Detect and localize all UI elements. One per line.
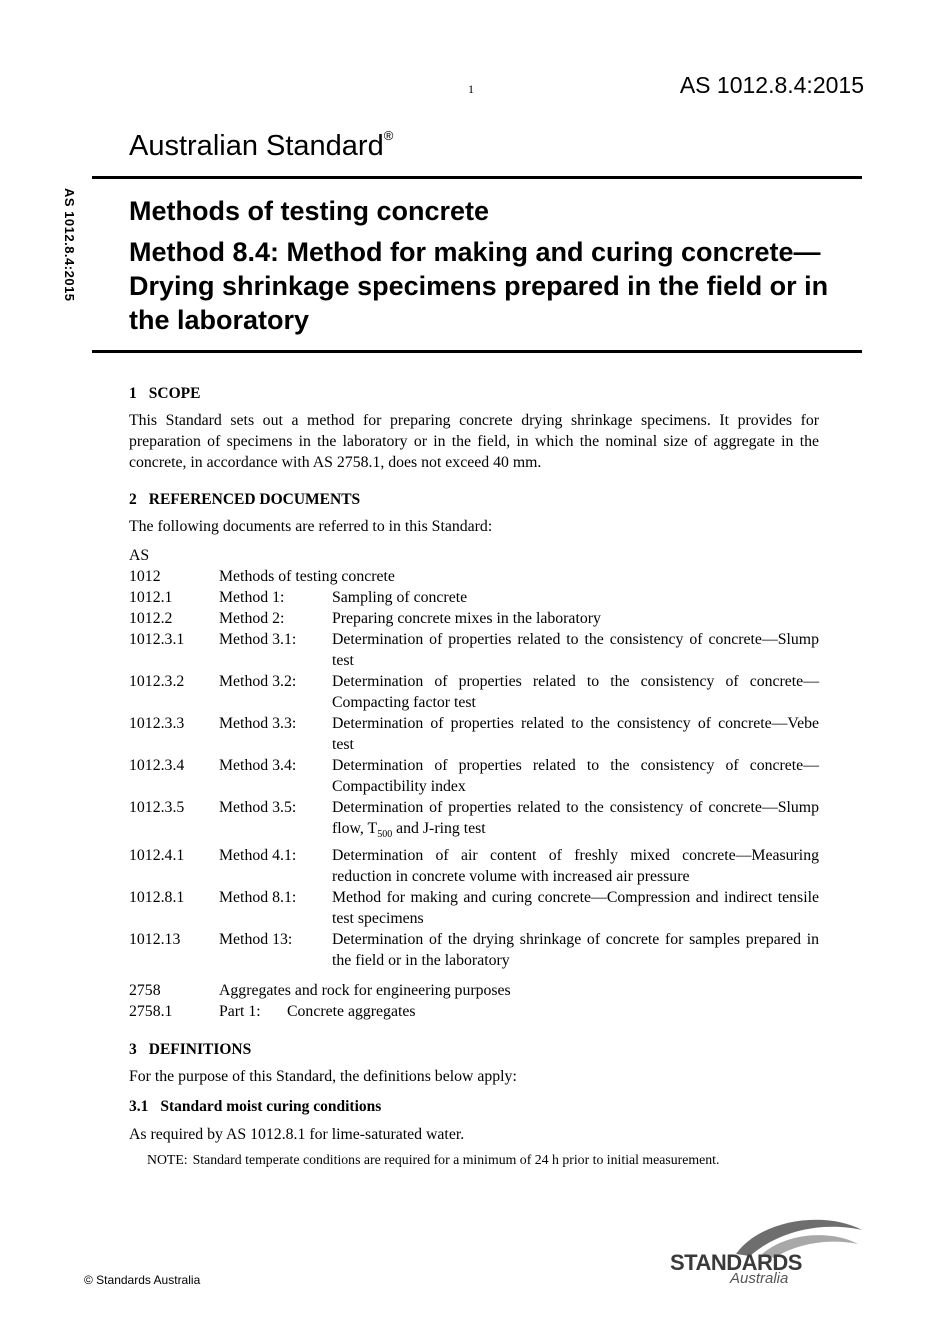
reference-title: Concrete aggregates [287,1003,416,1021]
reference-code: 1012.8.1 [129,889,185,907]
reference-row [129,845,819,887]
reference-row [129,887,819,929]
reference-row [129,1001,819,1022]
reference-row [129,713,819,755]
brand-name: Australian Standard [129,130,384,162]
reference-row [129,755,819,797]
bottom-rule [92,350,862,353]
top-rule [92,176,862,179]
reference-method: Method 3.2: [219,673,297,690]
reference-title-text: Determination of properties related to the consistency of concrete—Slump flow, T [332,799,819,837]
spine-standard-code: AS 1012.8.4:2015 [62,188,77,302]
reference-title: Methods of testing concrete [219,568,395,585]
definition-text: As required by AS 1012.8.1 for lime-saturated water. [129,1126,465,1144]
brand-title [129,130,393,163]
reference-code: 1012.3.5 [129,799,185,816]
section-number: 3 [129,1041,137,1059]
reference-code: 1012 [129,568,161,585]
reference-title: Preparing concrete mixes in the laboratory [332,610,601,627]
reference-row [129,671,819,713]
reference-title: Determination of properties related to the consistency of concrete—Slump test [332,631,819,669]
reference-title-text: and J-ring test [392,820,486,837]
section-title: REFERENCED DOCUMENTS [148,491,361,508]
reference-row [129,797,819,845]
referenced-documents-intro: The following documents are referred to in this Standard: [129,518,493,535]
reference-row [129,587,819,608]
document-title [129,194,849,337]
reference-title [332,797,819,845]
reference-group-row [129,566,819,587]
definition-heading [129,1096,819,1117]
reference-title: Determination of the drying shrinkage of concrete for samples prepared in the field or in the laboratory [332,931,819,970]
reference-title: Method for making and curing concrete—Compression and indirect tensile test specimens [332,889,819,928]
reference-code: 1012.13 [129,931,181,949]
note [147,1150,819,1169]
logo-subtitle: Australia [730,1270,789,1287]
standard-code: AS 1012.8.4:2015 [679,72,864,98]
section-title: SCOPE [148,385,201,402]
standards-australia-logo [668,1214,868,1294]
section-number: 1 [129,385,137,402]
reference-code: 1012.3.3 [129,715,185,732]
reference-title: Determination of properties related to the consistency of concrete—Vebe test [332,715,819,753]
reference-method: Method 3.5: [219,799,297,816]
section-heading-definitions [129,1039,819,1060]
reference-series: AS [129,547,150,564]
document-body [129,383,819,1169]
reference-method: Method 1: [219,589,285,606]
reference-code: 2758 [129,982,161,1000]
reference-title: Determination of air content of freshly mixed concrete—Measuring reduction in concrete volume with increased air pressure [332,847,819,886]
reference-method: Method 13: [219,931,293,949]
section-title: DEFINITIONS [148,1041,252,1059]
reference-row [129,929,819,971]
reference-title: Determination of properties related to the consistency of concrete—Compactibility index [332,757,819,795]
copyright-footer: © Standards Australia [84,1273,201,1287]
title-line-1: Methods of testing concrete [129,196,490,226]
reference-code: 1012.3.1 [129,631,185,648]
page-number: 1 [468,82,474,96]
reference-code: 2758.1 [129,1003,173,1021]
reference-code: 1012.3.4 [129,757,185,774]
reference-group-row [129,980,819,1001]
reference-code: 1012.4.1 [129,847,185,865]
definition-title: Standard moist curing conditions [160,1098,382,1116]
reference-code: 1012.1 [129,589,173,606]
scope-paragraph: This Standard sets out a method for preparing concrete drying shrinkage specimens. It provides for preparation of specimens in the laboratory or in the field, in which the nominal size of aggregate in the concrete, in accordance with AS 2758.1, does not exceed 40 mm. [129,412,819,471]
title-line-2: Method 8.4: Method for making and curing concrete—Drying shrinkage specimens prepared in the field or in the laboratory [129,237,829,335]
reference-method: Method 3.4: [219,757,297,774]
note-text: Standard temperate conditions are required for a minimum of 24 h prior to initial measurement. [192,1152,720,1168]
reference-method: Method 4.1: [219,847,297,865]
reference-row [129,608,819,629]
reference-part [219,1001,819,1022]
reference-part-label: Part 1: [219,1003,261,1021]
section-heading-referenced-documents [129,489,819,510]
definitions-intro: For the purpose of this Standard, the definitions below apply: [129,1068,517,1086]
reference-title-subscript: 500 [377,829,393,841]
reference-title: Sampling of concrete [332,589,468,606]
definition-number: 3.1 [129,1098,149,1116]
logo-wordmark: STANDARDS [670,1250,802,1275]
note-label: NOTE: [147,1152,188,1168]
reference-method: Method 2: [219,610,285,627]
reference-method: Method 3.3: [219,715,297,732]
reference-method: Method 3.1: [219,631,297,648]
registered-mark: ® [383,128,394,144]
reference-row [129,629,819,671]
reference-title: Determination of properties related to the consistency of concrete—Compacting factor test [332,673,819,711]
reference-code: 1012.2 [129,610,173,627]
reference-code: 1012.3.2 [129,673,185,690]
reference-title: Aggregates and rock for engineering purposes [219,982,511,1000]
section-heading-scope [129,383,819,404]
reference-method: Method 8.1: [219,889,297,907]
section-number: 2 [129,491,137,508]
